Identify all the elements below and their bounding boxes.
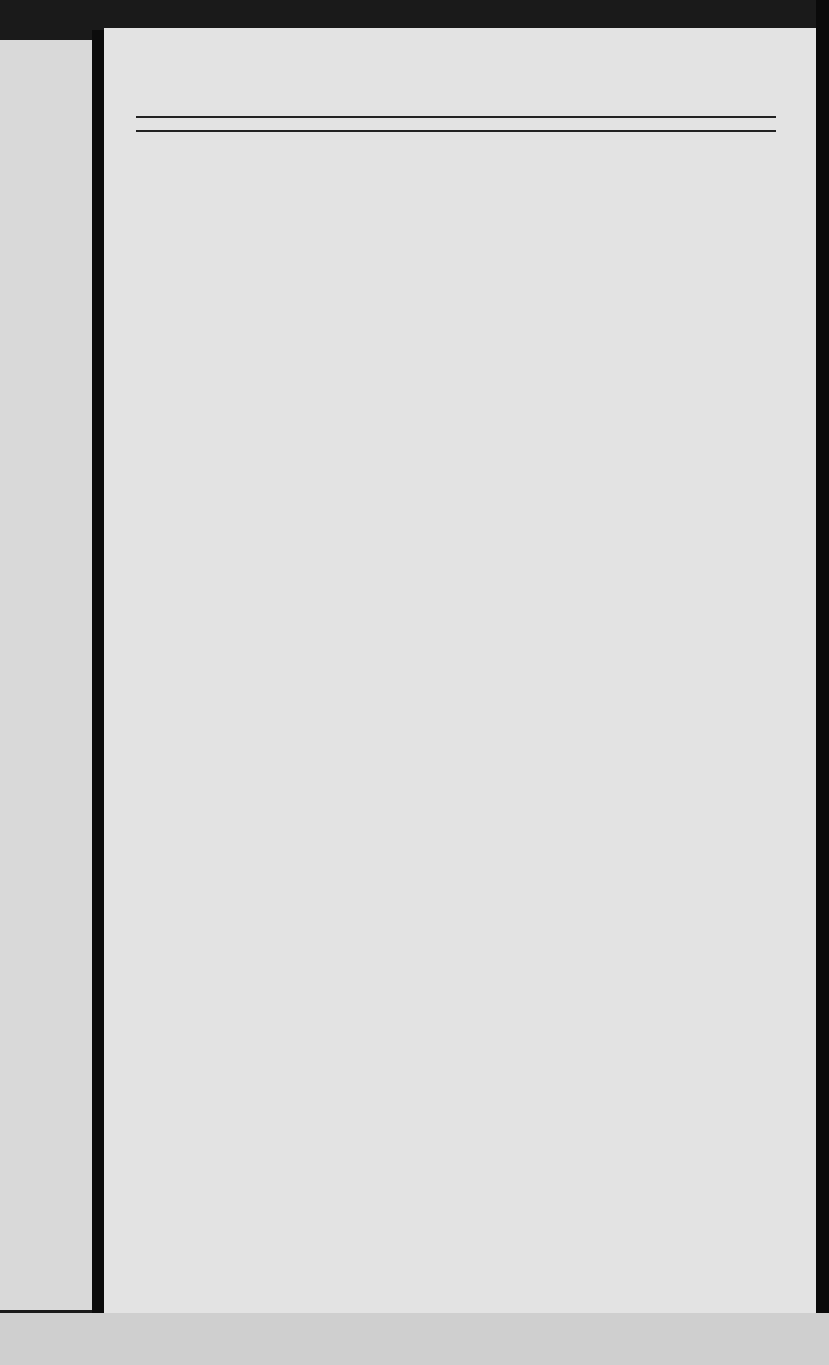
book-spine [92, 30, 104, 1320]
left-page-fragment [0, 40, 95, 1310]
section-rule [136, 116, 776, 118]
page-edge-shadow [816, 0, 829, 1365]
page-header [136, 72, 776, 102]
right-page [104, 28, 816, 1313]
section-rule [136, 130, 776, 132]
bottom-background [0, 1313, 829, 1365]
